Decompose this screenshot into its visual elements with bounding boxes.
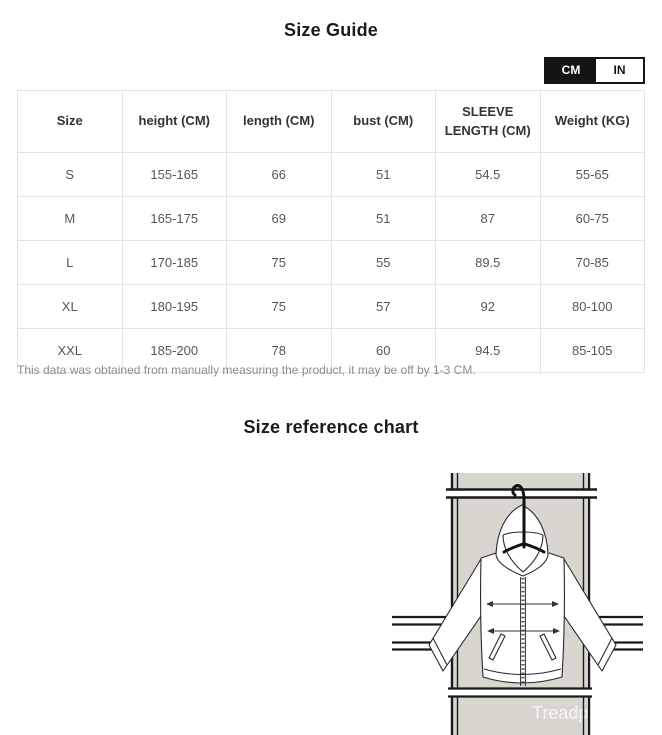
table-cell: 70-85 [540, 241, 645, 285]
table-cell: 185-200 [122, 329, 227, 373]
size-table-body [18, 153, 645, 373]
table-cell: 87 [436, 197, 541, 241]
column-header: bust (CM) [331, 91, 436, 153]
table-cell: 60-75 [540, 197, 645, 241]
table-row [18, 153, 645, 197]
measurement-disclaimer: This data was obtained from manually measuring the product, it may be off by 1-3 CM. [17, 363, 476, 377]
table-cell: XXL [18, 329, 123, 373]
bottom-rod [448, 688, 592, 697]
table-cell: 180-195 [122, 285, 227, 329]
unit-toggle [544, 57, 645, 84]
column-header: Weight (KG) [540, 91, 645, 153]
table-row [18, 241, 645, 285]
table-cell: 55-65 [540, 153, 645, 197]
size-table [17, 90, 645, 373]
table-cell: XL [18, 285, 123, 329]
size-reference-chart-title: Size reference chart [243, 417, 419, 437]
table-cell: 80-100 [540, 285, 645, 329]
page-title: Size Guide [283, 20, 379, 40]
table-cell: 155-165 [122, 153, 227, 197]
size-reference-illustration [330, 455, 662, 735]
column-header: height (CM) [122, 91, 227, 153]
watermark: Treadpu [532, 703, 599, 723]
table-cell: 89.5 [436, 241, 541, 285]
column-header: Size [18, 91, 123, 153]
table-cell: 54.5 [436, 153, 541, 197]
table-cell: 85-105 [540, 329, 645, 373]
table-cell: 92 [436, 285, 541, 329]
table-cell: S [18, 153, 123, 197]
table-cell: M [18, 197, 123, 241]
table-cell: 60 [331, 329, 436, 373]
table-cell: 165-175 [122, 197, 227, 241]
table-cell: 69 [227, 197, 332, 241]
unit-in-button[interactable]: IN [596, 59, 643, 82]
table-cell: 75 [227, 241, 332, 285]
table-cell: 78 [227, 329, 332, 373]
table-cell: 55 [331, 241, 436, 285]
table-cell: 57 [331, 285, 436, 329]
unit-cm-button[interactable]: CM [546, 59, 596, 82]
table-cell: 75 [227, 285, 332, 329]
size-table-head [18, 91, 645, 153]
column-header: length (CM) [227, 91, 332, 153]
table-cell: L [18, 241, 123, 285]
table-row [18, 197, 645, 241]
table-cell: 51 [331, 153, 436, 197]
table-row [18, 285, 645, 329]
table-cell: 170-185 [122, 241, 227, 285]
table-cell: 66 [227, 153, 332, 197]
table-cell: 94.5 [436, 329, 541, 373]
table-cell: 51 [331, 197, 436, 241]
size-table-header-row [18, 91, 645, 153]
column-header: SLEEVE LENGTH (CM) [436, 91, 541, 153]
